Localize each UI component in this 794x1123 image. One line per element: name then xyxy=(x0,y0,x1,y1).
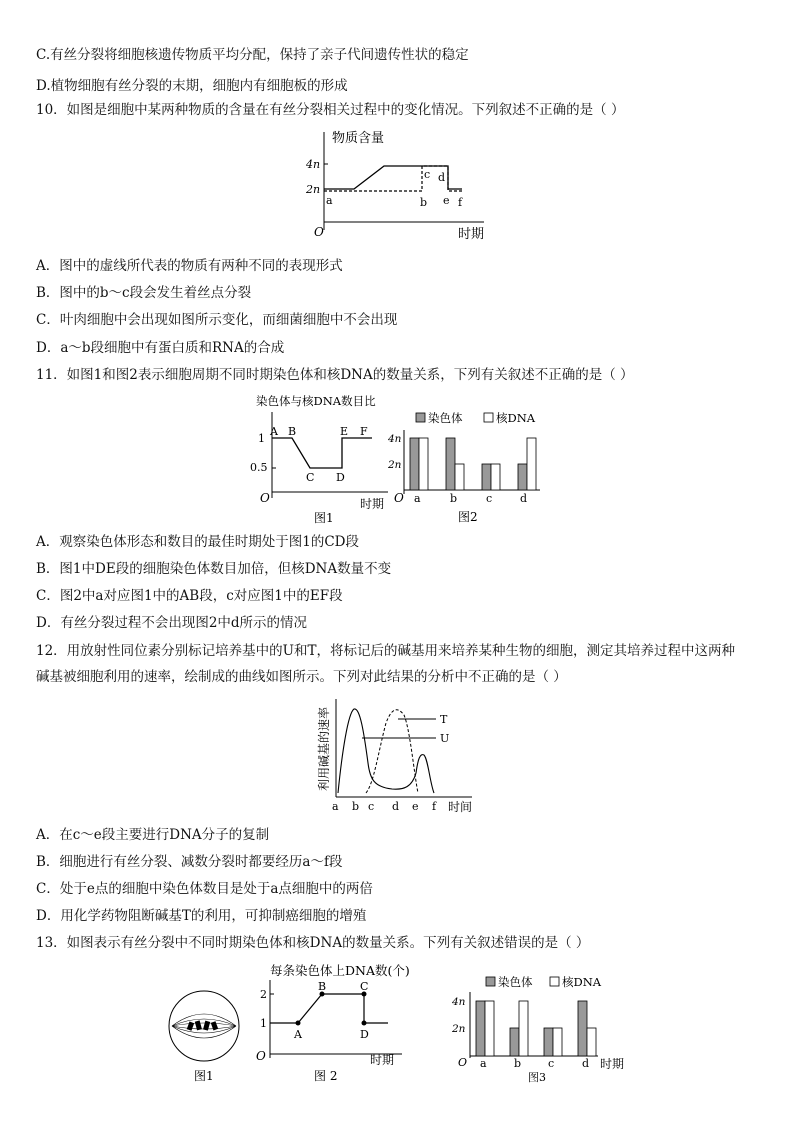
question-12-line1: 12．用放射性同位素分别标记培养基中的U和T，将标记后的碱基用来培养某种生物的细胞，测定其培养过程中这两种 xyxy=(36,643,736,659)
fig11-2-cat-d: d xyxy=(520,492,528,505)
fig11-1-xlabel: 时期 xyxy=(360,497,385,511)
bar-c-chromosome xyxy=(544,1028,553,1056)
option-c-prev: C.有丝分裂将细胞核遗传物质平均分配，保持了亲子代间遗传性状的稳定 xyxy=(36,47,469,63)
legend3-dna-label: 核DNA xyxy=(562,975,602,989)
question-10: 10．如图是细胞中某两种物质的含量在有丝分裂相关过程中的变化情况。下列叙述不正确的是（ ） xyxy=(36,102,625,118)
q10-option-a: A．图中的虚线所代表的物质有两种不同的表现形式 xyxy=(36,258,343,274)
fig12-solid-curve xyxy=(338,709,434,793)
figure-12-chart xyxy=(312,693,482,815)
fig12-series-T: T xyxy=(440,713,448,726)
fig11-2-caption: 图2 xyxy=(458,510,478,524)
fig12-series-U: U xyxy=(440,732,450,745)
fig11-1-pt-B: B xyxy=(288,425,297,438)
q12-option-a: A．在c～e段主要进行DNA分子的复制 xyxy=(36,827,270,843)
fig13-3-bars xyxy=(476,1001,596,1056)
bar-c-dna xyxy=(491,464,500,490)
question-13: 13．如图表示有丝分裂中不同时期染色体和核DNA的数量关系。下列有关叙述错误的是（ ） xyxy=(36,935,590,951)
fig10-xlabel: 时期 xyxy=(458,227,485,242)
fig13-2-ytick-2: 2 xyxy=(260,988,267,1001)
q11-option-a: A．观察染色体形态和数目的最佳时期处于图1的CD段 xyxy=(36,534,359,550)
fig11-2-ytick-2n: 2n xyxy=(388,459,402,471)
fig11-1-pt-D: D xyxy=(336,471,345,484)
fig13-3-ytick-2n: 2n xyxy=(452,1023,466,1035)
bar-b-chromosome xyxy=(446,438,455,490)
bar-c-chromosome xyxy=(482,464,491,490)
fig11-1-pt-A: A xyxy=(270,425,278,438)
fig12-pt-b: b xyxy=(352,800,360,813)
bar-a-dna xyxy=(419,438,428,490)
fig10-pt-a: a xyxy=(326,194,333,207)
fig12-pt-a: a xyxy=(332,800,339,813)
fig10-ytick-4n: 4n xyxy=(306,158,321,171)
q11-option-b: B．图1中DE段的细胞染色体数目加倍，但核DNA数量不变 xyxy=(36,561,392,577)
fig10-pt-c: c xyxy=(424,168,431,181)
bar-d-chromosome xyxy=(578,1001,587,1056)
question-11: 11．如图1和图2表示细胞周期不同时期染色体和核DNA的数量关系，下列有关叙述不正确的是（ ） xyxy=(36,367,634,383)
q10-option-d: D．a～b段细胞中有蛋白质和RNA的合成 xyxy=(36,340,285,356)
bar-d-chromosome xyxy=(518,464,527,490)
bar-c-dna xyxy=(553,1028,562,1056)
fig13-1-caption: 图1 xyxy=(194,1069,214,1083)
bar-a-dna xyxy=(485,1001,494,1056)
bar-a-chromosome xyxy=(410,438,419,490)
fig11-2-ytick-4n: 4n xyxy=(388,433,402,445)
legend3-dna-swatch xyxy=(550,977,559,986)
fig13-2-dot-D xyxy=(362,1021,367,1026)
fig13-3-cat-a: a xyxy=(480,1057,487,1070)
fig13-3-cat-c: c xyxy=(548,1057,555,1070)
fig13-2-caption: 图 2 xyxy=(314,1069,338,1083)
fig11-1-origin: O xyxy=(260,491,270,505)
fig10-pt-d: d xyxy=(438,171,446,184)
fig10-ylabel: 物质含量 xyxy=(332,131,385,146)
legend-dna-swatch xyxy=(484,413,493,422)
figure-11-1-chart xyxy=(250,392,400,524)
fig11-1-ytick-1: 1 xyxy=(258,432,265,445)
legend-dna-label: 核DNA xyxy=(496,411,536,425)
fig12-pt-c: c xyxy=(368,800,375,813)
legend3-chrom-label: 染色体 xyxy=(498,975,533,989)
fig11-2-cat-c: c xyxy=(486,492,493,505)
option-d-prev: D.植物细胞有丝分裂的末期，细胞内有细胞板的形成 xyxy=(36,78,348,94)
fig10-origin: O xyxy=(314,225,324,239)
fig13-2-pt-B: B xyxy=(318,980,327,993)
fig11-1-pt-F: F xyxy=(360,425,368,438)
fig11-2-origin: O xyxy=(394,491,404,505)
fig13-2-ytick-1: 1 xyxy=(260,1017,267,1030)
fig11-1-caption: 图1 xyxy=(314,511,334,524)
fig11-2-bars xyxy=(410,438,536,490)
figure-13-1-cell xyxy=(166,988,246,1084)
fig13-3-cat-d: d xyxy=(582,1057,590,1070)
fig11-1-ytick-05: 0.5 xyxy=(250,461,268,474)
q12-option-d: D．用化学药物阻断碱基T的利用，可抑制癌细胞的增殖 xyxy=(36,908,367,924)
fig11-1-pt-C: C xyxy=(306,471,315,484)
fig13-2-dot-A xyxy=(296,1021,301,1026)
fig13-2-series xyxy=(270,994,388,1023)
fig13-3-cat-b: b xyxy=(514,1057,522,1070)
figure-13-3-chart xyxy=(452,972,632,1084)
bar-d-dna xyxy=(527,438,536,490)
fig13-2-pt-A: A xyxy=(294,1028,302,1041)
fig12-ylabel: 利用碱基的速率 xyxy=(317,706,331,791)
figure-11-2-chart xyxy=(388,404,548,524)
bar-d-dna xyxy=(587,1028,596,1056)
q12-option-c: C．处于e点的细胞中染色体数目是处于a点细胞中的两倍 xyxy=(36,881,373,897)
figure-13-2-chart xyxy=(252,960,412,1084)
fig13-3-ytick-4n: 4n xyxy=(452,996,466,1008)
fig13-2-xlabel: 时期 xyxy=(370,1053,395,1067)
fig13-2-pt-D: D xyxy=(360,1028,369,1041)
bar-b-dna xyxy=(519,1001,528,1056)
fig12-pt-f: f xyxy=(432,800,437,813)
legend3-chrom-swatch xyxy=(486,977,495,986)
q11-option-c: C．图2中a对应图1中的AB段，c对应图1中的EF段 xyxy=(36,588,343,604)
fig12-xlabel: 时间 xyxy=(448,800,473,814)
fig12-pt-d: d xyxy=(392,800,400,813)
fig11-1-ylabel: 染色体与核DNA数目比 xyxy=(256,394,376,408)
q12-option-b: B．细胞进行有丝分裂、减数分裂时都要经历a～f段 xyxy=(36,854,343,870)
figure-10-chart xyxy=(300,126,500,244)
fig11-2-cat-b: b xyxy=(450,492,458,505)
q10-option-b: B．图中的b～c段会发生着丝点分裂 xyxy=(36,285,252,301)
fig11-1-pt-E: E xyxy=(340,425,349,438)
fig13-3-caption: 图3 xyxy=(528,1071,546,1084)
fig10-pt-f: f xyxy=(458,196,463,209)
fig12-pt-e: e xyxy=(412,800,419,813)
fig10-pt-e: e xyxy=(443,194,450,207)
legend-chrom-label: 染色体 xyxy=(428,411,463,425)
fig13-2-ylabel: 每条染色体上DNA数(个) xyxy=(270,963,410,978)
fig10-pt-b: b xyxy=(420,196,428,209)
fig13-3-origin: O xyxy=(458,1056,468,1069)
fig13-3-xlabel: 时期 xyxy=(600,1057,625,1071)
bar-a-chromosome xyxy=(476,1001,485,1056)
fig10-ytick-2n: 2n xyxy=(306,183,321,196)
q10-option-c: C．叶肉细胞中会出现如图所示变化，而细菌细胞中不会出现 xyxy=(36,312,398,328)
bar-b-dna xyxy=(455,464,464,490)
q11-option-d: D．有丝分裂过程不会出现图2中d所示的情况 xyxy=(36,615,308,631)
bar-b-chromosome xyxy=(510,1028,519,1056)
question-12-line2: 碱基被细胞利用的速率，绘制成的曲线如图所示。下列对此结果的分析中不正确的是（ ） xyxy=(36,669,567,685)
fig11-1-series xyxy=(272,438,372,468)
fig13-2-origin: O xyxy=(256,1049,266,1063)
legend-chrom-swatch xyxy=(416,413,425,422)
fig11-2-cat-a: a xyxy=(414,492,421,505)
fig13-2-pt-C: C xyxy=(360,980,369,993)
